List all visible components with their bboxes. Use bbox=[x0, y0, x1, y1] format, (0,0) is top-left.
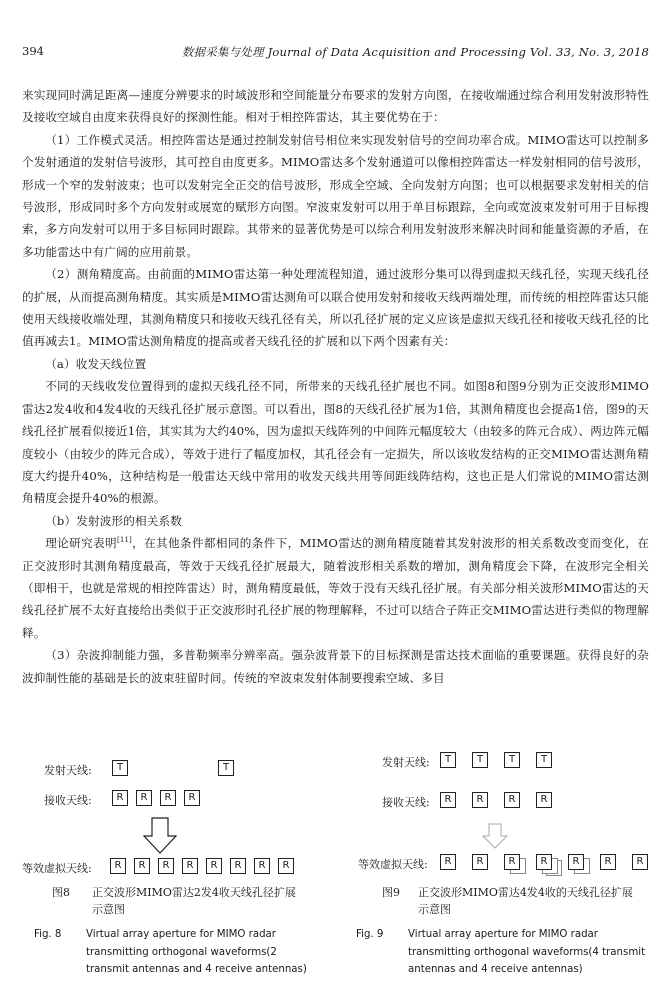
virtual-element: R bbox=[504, 854, 520, 870]
fig9-caption-en-text: Virtual array aperture for MIMO radar transmitting orthogonal waveforms(4 transmit antennas and 4 receive antennas) bbox=[408, 929, 646, 975]
page-header bbox=[22, 44, 649, 62]
fig8-caption-cn-text: 正交波形MIMO雷达2发4收天线孔径扩展示意图 bbox=[92, 886, 296, 916]
fig9-number-en: Fig. 9 bbox=[356, 929, 384, 940]
virtual-element: R bbox=[182, 858, 198, 874]
virtual-element: R bbox=[158, 858, 174, 874]
fig9-caption-cn-text: 正交波形MIMO雷达4发4收的天线孔径扩展示意图 bbox=[418, 886, 633, 916]
rx-element: R bbox=[536, 792, 552, 808]
rx-element: R bbox=[160, 790, 176, 806]
fig9-tx-label: 发射天线: bbox=[382, 756, 430, 769]
page-number: 394 bbox=[22, 44, 44, 58]
rx-element: R bbox=[440, 792, 456, 808]
virtual-element: R bbox=[568, 854, 584, 870]
journal-running-title: 数据采集与处理 Journal of Data Acquisition and Processing Vol. 33, No. 3, 2018 bbox=[181, 45, 649, 59]
tx-element: T bbox=[472, 752, 488, 768]
virtual-element: R bbox=[472, 854, 488, 870]
paragraph-antenna-position: 不同的天线收发位置得到的虚拟天线孔径不同，所带来的天线孔径扩展也不同。如图8和图9分别为正交波形MIMO雷达2发4收和4发4收的天线孔径扩展示意图。可以看出，图8的天线孔径扩展为1倍，其测角精度也会提高1倍，图9的天线孔径扩展看似接近1倍，其实其为大约40%，因为虚拟天线阵列的中间阵元幅度较大（由较多的阵元合成）、两边阵元幅度较小（由较少的阵元合成），等效于进行了幅度加权，其孔径会有一定损失，所以该收发结构的正交MIMO雷达测角精度大约提升40%，这种结构是一般雷达天线中常用的收发天线共用等间距线阵结构，这也正是人们常说的MIMO雷达测角精度会提升40%的根源。 bbox=[22, 379, 649, 506]
virtual-element: R bbox=[110, 858, 126, 874]
virtual-element: R bbox=[230, 858, 246, 874]
tx-element: T bbox=[218, 760, 234, 776]
virtual-element: R bbox=[134, 858, 150, 874]
tx-element: T bbox=[504, 752, 520, 768]
virtual-element: R bbox=[206, 858, 222, 874]
fig9-virtual-label: 等效虚拟天线: bbox=[358, 858, 428, 871]
virtual-element: R bbox=[600, 854, 616, 870]
paragraph-intro: 来实现同时满足距离—速度分辨要求的时域波形和空间能量分布要求的发射方向图，在接收端通过综合利用发射波形特性及接收空域自由度来获得良好的探测性能。相对于相控阵雷达，其主要优势在于： bbox=[22, 88, 649, 125]
fig9-down-arrow-icon bbox=[480, 822, 510, 850]
paragraph-advantage-1: （1）工作模式灵活。相控阵雷达是通过控制发射信号相位来实现发射信号的空间功率合成。MIMO雷达可以控制多个发射通道的发射信号波形，其可控自由度更多。MIMO雷达多个发射通道可以像相控阵雷达一样发射相同的信号波形，形成一个窄的发射波束；也可以发射完全正交的信号波形，形成全空域、全向发射方向图；也可以根据要求发射相关的信号波形，形成同时多个方向发射或展宽的赋形方向图。窄波束发射可以用于单目标跟踪，全向或宽波束发射可用于目标搜索，多方向发射可以用于多目标同时跟踪。其带来的显著优势是可以综合利用发射波形来解决时间和能量资源的矛盾，在多功能雷达中有广阔的应用前景。 bbox=[22, 132, 649, 259]
rx-element: R bbox=[472, 792, 488, 808]
rx-element: R bbox=[136, 790, 152, 806]
subheading-a: （a）收发天线位置 bbox=[45, 356, 147, 371]
paragraph-advantage-2: （2）测角精度高。由前面的MIMO雷达第一种处理流程知道，通过波形分集可以得到虚拟天线孔径，实现天线孔径的扩展，从而提高测角精度。其实质是MIMO雷达测角可以联合使用发射和接收天线两端处理，而传统的相控阵雷达只能使用天线接收端处理，其测角精度只和接收天线孔径有关，所以孔径扩展的定义应该是虚拟天线孔径和接收天线孔径的比值再减去1。MIMO雷达测角精度的提高或者天线孔径的扩展和以下两个因素有关： bbox=[22, 267, 649, 349]
fig8-tx-label: 发射天线: bbox=[44, 764, 92, 777]
fig8-number-en: Fig. 8 bbox=[34, 929, 62, 940]
fig8-caption-en-text: Virtual array aperture for MIMO radar transmitting orthogonal waveforms(2 transmit antennas and 4 receive antennas) bbox=[86, 929, 307, 975]
tx-element: T bbox=[536, 752, 552, 768]
fig9-rx-label: 接收天线: bbox=[382, 796, 430, 809]
rx-element: R bbox=[184, 790, 200, 806]
fig8-number-cn: 图8 bbox=[52, 886, 70, 899]
virtual-element: R bbox=[536, 854, 552, 870]
paragraph-correlation bbox=[22, 532, 649, 644]
fig8-rx-label: 接收天线: bbox=[44, 794, 92, 807]
virtual-element: R bbox=[254, 858, 270, 874]
rx-element: R bbox=[112, 790, 128, 806]
body-text bbox=[22, 84, 649, 689]
paragraph-advantage-3: （3）杂波抑制能力强，多普勒频率分辨率高。强杂波背景下的目标探测是雷达技术面临的重要课题。获得良好的杂波抑制性能的基础是长的波束驻留时间。传统的窄波束发射体制要搜索空域、多目 bbox=[22, 648, 649, 685]
virtual-element: R bbox=[440, 854, 456, 870]
subheading-b: （b）发射波形的相关系数 bbox=[45, 513, 182, 528]
fig9-number-cn: 图9 bbox=[382, 886, 400, 899]
tx-element: T bbox=[440, 752, 456, 768]
rx-element: R bbox=[504, 792, 520, 808]
paragraph-correlation-text: 理论研究表明[11]，在其他条件都相同的条件下，MIMO雷达的测角精度随着其发射波形的相关系数改变而变化，在正交波形时其测角精度最高，等效于天线孔径扩展最大，随着波形相关系数的增加，测角精度会下降，在波形完全相关（即相干，也就是常规的相控阵雷达）时，测角精度最低，等效于没有天线孔径扩展。有关部分相关波形MIMO雷达的天线孔径扩展不太好直接给出类似于正交波形时孔径扩展的物理解释，不过可以结合子阵正交MIMO雷达进行类似的物理解释。 bbox=[22, 536, 649, 640]
virtual-element: R bbox=[632, 854, 648, 870]
citation-ref: [11] bbox=[116, 536, 132, 545]
fig8-virtual-label: 等效虚拟天线: bbox=[22, 862, 92, 875]
fig8-down-arrow-icon bbox=[140, 816, 180, 856]
tx-element: T bbox=[112, 760, 128, 776]
virtual-element: R bbox=[278, 858, 294, 874]
